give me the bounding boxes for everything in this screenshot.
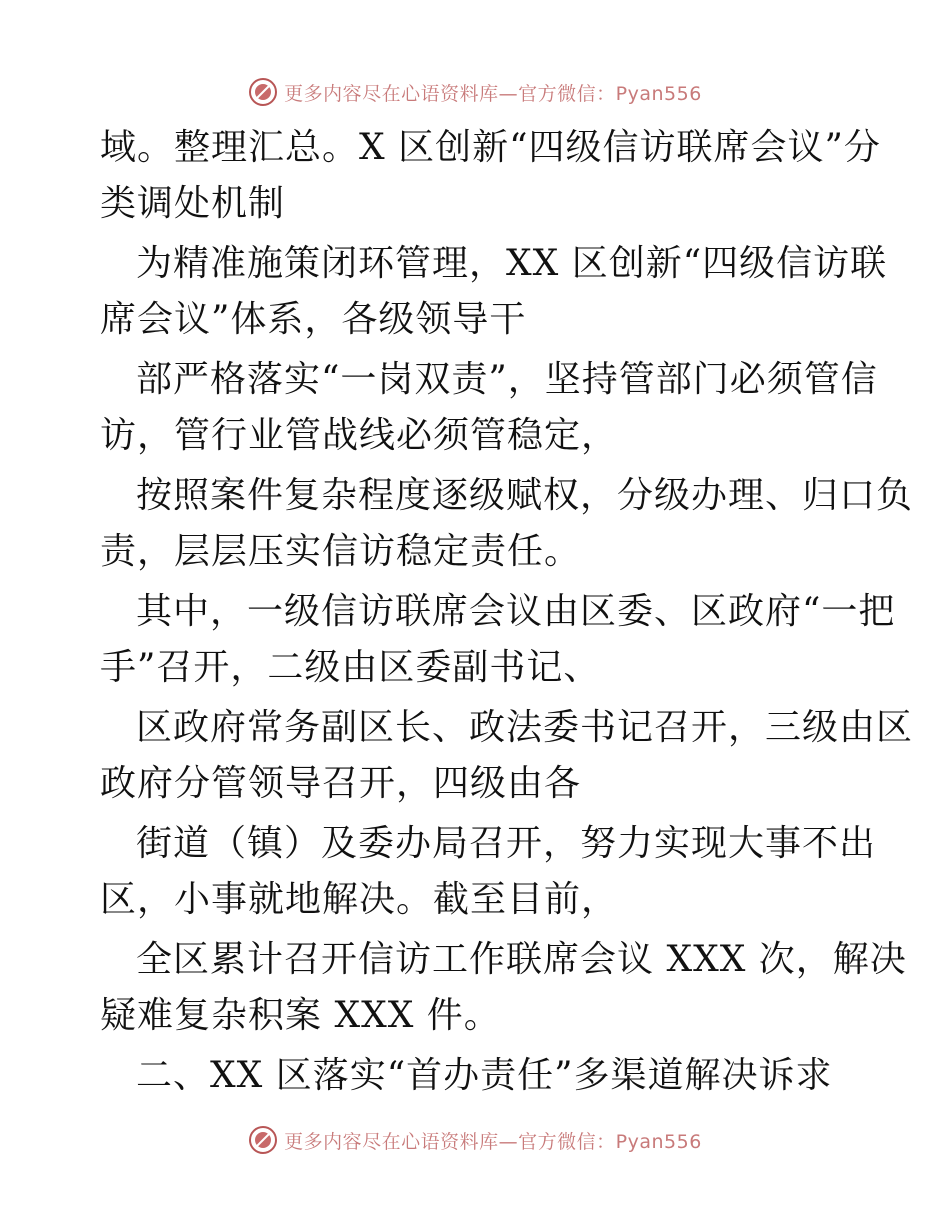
text-line: 手”召开，二级由区委副书记、 [100,647,601,688]
text-line: 区，小事就地解决。截至目前， [100,879,619,920]
text-line: 责，层层压实信访稳定责任。 [100,531,582,572]
footer-watermark [0,1120,950,1160]
text-line: 按照案件复杂程度逐级赋权，分级办理、归口负 [136,475,914,516]
text-line: 访，管行业管战线必须管稳定， [100,415,619,456]
text-line: 其中，一级信访联席会议由区委、区政府“一把 [136,591,896,632]
text-line: 街道（镇）及委办局召开，努力实现大事不出 [136,823,877,864]
text-line: 席会议”体系，各级领导干 [100,299,527,340]
section-heading: 二、XX 区落实“首办责任”多渠道解决诉求 [136,1055,833,1096]
text-line: 全区累计召开信访工作联席会议 XXX 次，解决 [136,939,907,980]
text-line: 域。整理汇总。X 区创新“四级信访联席会议”分 [100,127,881,168]
text-line: 区政府常务副区长、政法委书记召开，三级由区 [136,707,914,748]
text-line: 部严格落实“一岗双责”，坚持管部门必须管信 [136,359,878,400]
watermark-text: 更多内容尽在心语资料库—官方微信：Pyan556 [284,82,702,105]
text-line: 政府分管领导召开，四级由各 [100,763,582,804]
watermark-text: 更多内容尽在心语资料库—官方微信：Pyan556 [284,1130,702,1153]
seal-logo-icon [248,1125,278,1155]
text-line: 为精准施策闭环管理，XX 区创新“四级信访联 [136,243,888,284]
text-line: 类调处机制 [100,183,286,224]
text-line: 疑难复杂积案 XXX 件。 [100,995,501,1036]
